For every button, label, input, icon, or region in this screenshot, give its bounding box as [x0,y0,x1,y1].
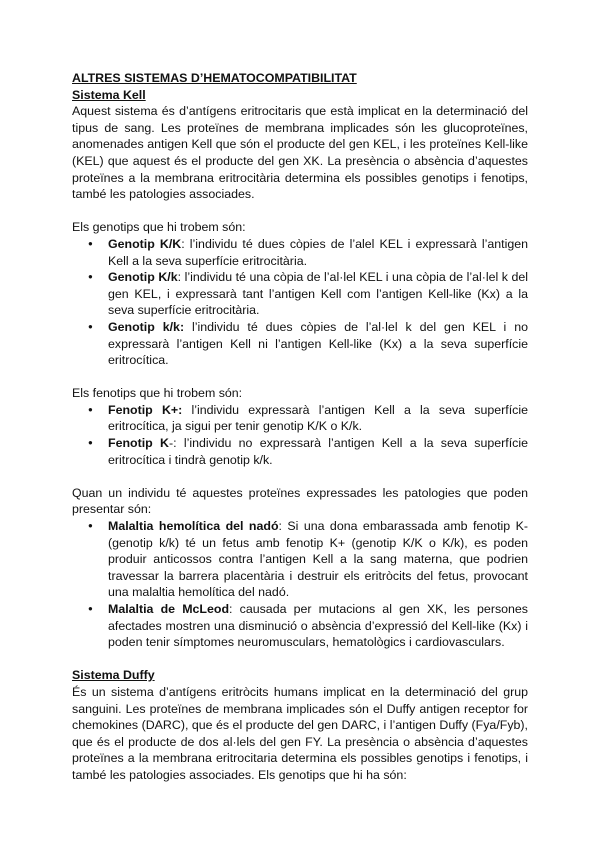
list-item-text: l’individu expressarà l’antigen Kell a la seva superfície eritrocítica, ja sigui per tenir genotip K/K o K/k. [108,402,528,434]
list-item [72,435,528,468]
patologies-intro: Quan un individu té aquestes proteïnes expressades les patologies que poden presentar són: [72,485,528,517]
list-item [72,269,528,319]
list-item-term: Fenotip K [108,436,169,451]
list-item-term: Genotip K/K [108,236,182,251]
spacer [72,468,528,485]
list-item-text: : Si una dona embarassada amb fenotip K- (genotip k/k) té un fetus amb fenotip K+ (genotip K/K o K/k), es poden produir anticossos contra l’antigen Kell a la sang materna, que podrien travessar la barrera placentària i destruir els eritròcits del fetus, provocant una malaltia hemolítica del nadó. [108,519,528,600]
list-item [72,601,528,651]
kell-intro-paragraph: Aquest sistema és d’antígens eritrocitaris que està implicat en la determinació del tipus de sang. Les proteïnes de membrana implicades són les glucoproteïnes, anomenades antigen Kell que són el producte del gen KEL, i les proteïnes Kell-like (KEL) que aquest és el producte del gen XK. La presència o absència d’aquestes proteïnes a la membrana eritrocitària determina els possibles genotips i fenotips, també les patologies associades. [72,104,528,202]
spacer [72,369,528,386]
genotips-intro: Els genotips que hi trobem són: [72,220,246,235]
list-item-text: -: l’individu no expressarà l’antigen Kell a la seva superfície eritrocítica i tindrà genotip k/k. [108,436,528,467]
list-item-text: : causada per mutacions al gen XK, les persones afectades mostren una disminució o absència d’expressió del Kell-like (Kx) i poden tenir símptomes neuromusculars, hematològics i cardiovasculars. [108,602,529,650]
spacer [72,651,528,668]
list-item [72,319,528,369]
patologies-list [72,518,528,651]
list-item [72,402,528,435]
list-item-term: Malaltia de McLeod [108,602,230,616]
list-item-text: l’individu té dues còpies de l’al·lel k del gen KEL i no expressarà l’antigen Kell ni l’antigen Kell-like (Kx) a la seva superfície eritrocítica. [108,319,528,368]
list-item-term: Malaltia hemolítica del nadó [108,519,279,534]
document-title: ALTRES SISTEMAS D’HEMATOCOMPATIBILITAT [72,71,357,85]
duffy-intro-paragraph: És un sistema d’antígens eritròcits humans implicat en la determinació del grup sanguini. Les proteïnes de membrana implicades són el Duffy antigen receptor for chemokines (DARC), que és el producte del gen DARC, i l’antigen Duffy (Fya/Fyb), que és el producte de dos al·lels del gen FY. La presència o absència d’aquestes proteïnes a la membrana eritrocitaria determina els possibles genotips i fenotips, i també les patologies associades. Els genotips que hi ha són: [72,684,528,782]
list-item-term: Fenotip K+: [108,402,183,417]
spacer [72,203,528,220]
list-item [72,236,528,269]
list-item-text: : l’individu té dues còpies de l’alel KEL i expressarà l’antigen Kell a la seva superfície eritrocitària. [108,236,528,268]
list-item-text: : l’individu té una còpia de l’al·lel KEL i una còpia de l’al·lel k del gen KEL, i expressarà tant l’antigen Kell com l’antigen Kell-like (Kx) a la seva superfície eritrocitària. [108,270,529,318]
section-heading-kell: Sistema Kell [72,87,146,102]
genotips-list [72,236,528,369]
list-item [72,518,528,601]
fenotips-list [72,402,528,468]
section-heading-duffy: Sistema Duffy [72,668,155,683]
fenotips-intro: Els fenotips que hi trobem són: [72,386,243,401]
list-item-term: Genotip k/k: [108,319,185,334]
list-item-term: Genotip K/k [108,270,178,285]
